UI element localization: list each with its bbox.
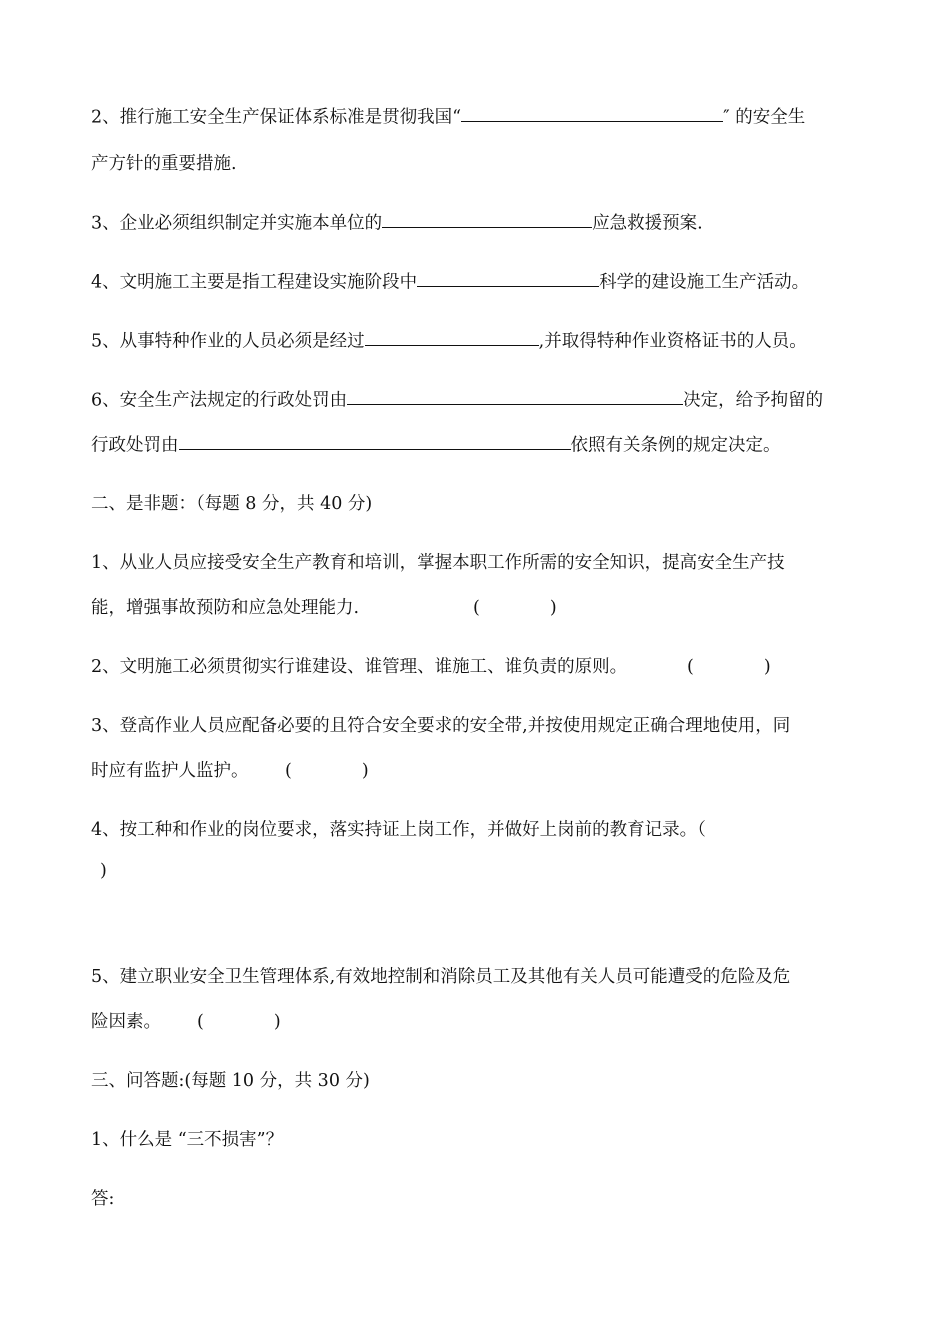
qa-answer-label[interactable]: 答:: [91, 1189, 115, 1209]
tf-heading: 二、是非题：（每题 8 分，共 40 分): [91, 494, 373, 514]
tf-q5-line2: [91, 1008, 281, 1033]
fill-q3-line: [91, 209, 703, 234]
fill-q2-text-b: ″ 的安全生: [723, 107, 806, 128]
fill-q6-text-b: 决定，给予拘留的: [683, 390, 824, 411]
fill-q6-line2: [91, 431, 781, 456]
qa-heading: 三、问答题:(每题 10 分，共 30 分): [91, 1071, 370, 1091]
fill-q6-text-d: 依照有关条例的规定决定。: [570, 435, 781, 456]
fill-q4-blank[interactable]: [417, 268, 599, 287]
fill-q4-text-b: 科学的建设施工生产活动。: [599, 272, 810, 293]
fill-q2-line2: 产方针的重要措施.: [91, 154, 237, 174]
tf-q1-line1: 1、从业人员应接受安全生产教育和培训，掌握本职工作所需的安全知识，提高安全生产技: [91, 553, 785, 573]
fill-q6-blank-1[interactable]: [347, 386, 683, 405]
fill-q4-text-a: 4、文明施工主要是指工程建设实施阶段中: [91, 272, 418, 293]
fill-q2-line1: [91, 103, 805, 128]
fill-q2-blank[interactable]: [461, 103, 723, 122]
fill-q3-text-b: 应急救援预案.: [592, 213, 703, 234]
tf-q3-answer-paren[interactable]: ( ): [285, 761, 369, 781]
tf-q2-line: [91, 653, 771, 678]
tf-q1-line2: [91, 594, 557, 619]
fill-q5-text-b: ,并取得特种作业资格证书的人员。: [538, 331, 807, 352]
fill-q6-blank-2[interactable]: [179, 431, 571, 450]
tf-q5-answer-paren[interactable]: ( ): [197, 1012, 281, 1032]
fill-q5-line: [91, 327, 807, 352]
tf-q3-text: 时应有监护人监护。: [91, 761, 249, 781]
tf-q2-text: 2、文明施工必须贯彻实行谁建设、谁管理、谁施工、谁负责的原则。: [91, 657, 628, 677]
tf-q1-text: 能，增强事故预防和应急处理能力.: [91, 598, 360, 618]
tf-q1-answer-paren[interactable]: ( ): [473, 598, 557, 618]
fill-q4-line: [91, 268, 809, 293]
fill-q3-blank[interactable]: [382, 209, 592, 228]
fill-q6-text-c: 行政处罚由: [91, 435, 179, 456]
tf-q5-line1: 5、建立职业安全卫生管理体系,有效地控制和消除员工及其他有关人员可能遭受的危险及危: [91, 967, 791, 987]
tf-q4-line1: 4、按工种和作业的岗位要求，落实持证上岗工作，并做好上岗前的教育记录。（: [91, 820, 706, 840]
fill-q6-line1: [91, 386, 823, 411]
tf-q3-line2: [91, 757, 369, 782]
fill-q6-text-a: 6、安全生产法规定的行政处罚由: [91, 390, 348, 411]
tf-q5-text: 险因素。: [91, 1012, 161, 1032]
fill-q5-blank[interactable]: [365, 327, 539, 346]
fill-q3-text-a: 3、企业必须组织制定并实施本单位的: [91, 213, 383, 234]
fill-q2-text-a: 2、推行施工安全生产保证体系标准是贯彻我国“: [91, 107, 462, 128]
fill-q5-text-a: 5、从事特种作业的人员必须是经过: [91, 331, 365, 352]
tf-q4-line2[interactable]: ): [100, 861, 107, 881]
tf-q2-answer-paren[interactable]: ( ): [687, 657, 771, 677]
tf-q3-line1: 3、登高作业人员应配备必要的且符合安全要求的安全带,并按使用规定正确合理地使用，同: [91, 716, 791, 736]
qa-q1: 1、什么是 “三不损害”？: [91, 1130, 284, 1150]
